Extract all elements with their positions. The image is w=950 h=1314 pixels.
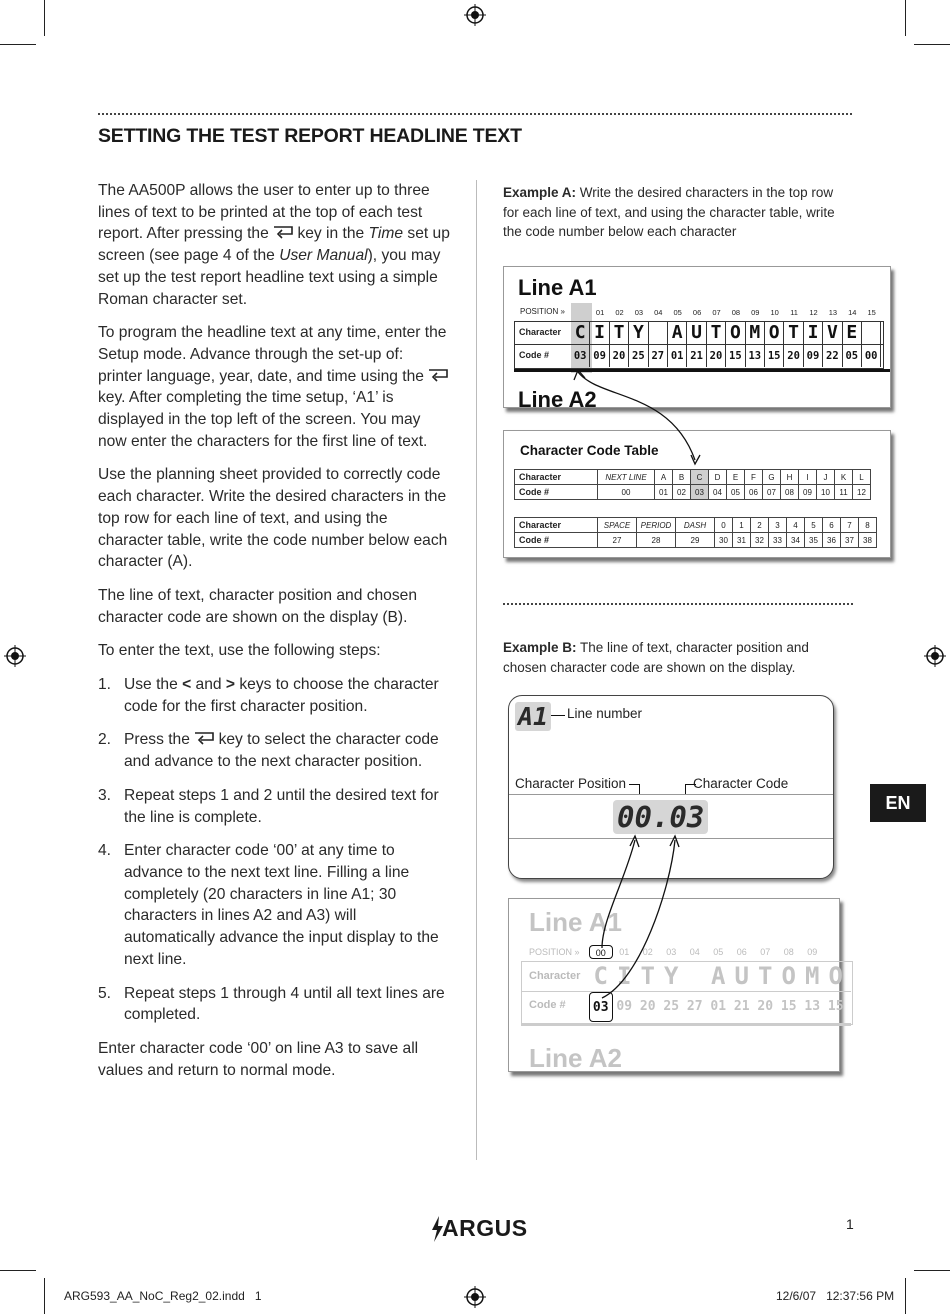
argus-logo: [430, 1215, 528, 1243]
character-cell: [862, 321, 881, 344]
ghost-position-cell: 05: [713, 947, 724, 957]
code-table-1: [514, 469, 871, 500]
registration-mark-icon: [464, 4, 486, 26]
position-cell: 01: [595, 308, 605, 317]
position-cell: 09: [751, 308, 760, 317]
paragraph-planning: Use the planning sheet provided to correctly code each character. Write the desired characters in the top row for each line of text, and using the character table, write the code number below each character (A).: [98, 466, 448, 571]
character-label: Character: [519, 327, 562, 337]
section-dotted-rule: [503, 603, 853, 605]
code-cell: 20: [610, 345, 629, 367]
code-cell: 25: [629, 345, 648, 367]
crop-mark: [914, 1270, 950, 1271]
ghost-position-cell: 00: [589, 945, 613, 959]
steps-list: [98, 674, 450, 1026]
code-table: [514, 517, 877, 548]
ghost-position-cell: 02: [642, 947, 653, 957]
text-italic: Time: [368, 225, 404, 243]
text-italic: User Manual: [279, 247, 368, 265]
table-cell: K: [835, 470, 853, 485]
table-cell: 33: [769, 533, 787, 548]
character-cell: V: [823, 321, 842, 344]
code-cell: 15: [726, 345, 745, 367]
table-cell: 3: [769, 518, 787, 533]
lcd-code-value: 03: [669, 800, 705, 834]
position-cell: 13: [828, 308, 838, 317]
ghost-position-cell: 01: [619, 947, 630, 957]
ghost-code-cell: 03: [589, 992, 613, 1022]
paragraph-display: The line of text, character position and chosen character code are shown on the display (B).: [98, 586, 417, 626]
bracket-code: [685, 784, 696, 794]
table-cell: F: [745, 470, 763, 485]
table-cell: 4: [787, 518, 805, 533]
table-cell: 31: [733, 533, 751, 548]
table-cell: 10: [817, 485, 835, 500]
table-cell: 09: [799, 485, 817, 500]
table-cell: 07: [763, 485, 781, 500]
ghost-code-cell: 13: [804, 999, 821, 1014]
code-table: [514, 469, 871, 500]
code-cell: 22: [823, 345, 842, 367]
list-item: [98, 983, 450, 1026]
list-item: [98, 840, 450, 970]
ghost-character-cell: O: [828, 962, 843, 990]
table-cell: 7: [841, 518, 859, 533]
table-cell: PERIOD: [637, 518, 676, 533]
table-cell: 28: [637, 533, 676, 548]
ghost-character-cell: T: [640, 962, 655, 990]
position-cell: 11: [790, 308, 798, 317]
logo-wordmark: ARGUS: [442, 1215, 528, 1241]
crop-mark: [905, 1278, 906, 1314]
text: Press the: [124, 731, 190, 749]
table-cell: 37: [841, 533, 859, 548]
table-cell: B: [673, 470, 691, 485]
char-position-label: Character Position: [515, 776, 627, 791]
paragraph-steps-intro: To enter the text, use the following steps:: [98, 642, 381, 660]
heading-dotted-rule: [98, 113, 852, 115]
character-cell: T: [707, 321, 726, 344]
ghost-code-cell: 27: [686, 999, 703, 1014]
example-b-label: Example B:: [503, 640, 577, 655]
text: key to select the character code and advance to the next character position.: [124, 731, 439, 771]
ghost-position-cell: 08: [783, 947, 794, 957]
instructions-column: [98, 180, 450, 1093]
ghost-position-cell: 03: [666, 947, 677, 957]
character-cell: I: [804, 321, 823, 344]
table-row-label: Code #: [515, 533, 598, 548]
table-cell: 2: [751, 518, 769, 533]
enter-key-icon: [428, 369, 448, 382]
step-number: 4.: [98, 842, 112, 860]
crop-mark: [914, 44, 950, 45]
character-cell: U: [687, 321, 706, 344]
table-cell: A: [655, 470, 673, 485]
position-cell: 14: [848, 308, 857, 317]
position-cell: 12: [809, 308, 818, 317]
table-row-label: Character: [515, 518, 598, 533]
table-cell: 30: [715, 533, 733, 548]
text: key in the: [297, 225, 365, 243]
text: Repeat steps 1 through 4 until all text lines are completed.: [124, 984, 445, 1024]
text: Use the: [124, 676, 178, 694]
crop-mark: [0, 44, 36, 45]
code-cell: 03: [571, 345, 590, 367]
example-a-text: Write the desired characters in the top row for each line of text, and using the character table, write the code number below each character: [503, 185, 835, 239]
code-cell: 13: [746, 345, 765, 367]
ghost-code-cell: 20: [639, 999, 656, 1014]
char-code-label: Character Code: [693, 776, 789, 791]
table-cell: 8: [859, 518, 877, 533]
table-cell: NEXT LINE: [598, 470, 655, 485]
footer-file: ARG593_AA_NoC_Reg2_02.indd: [64, 1289, 245, 1303]
ghost-code-cell: 25: [663, 999, 680, 1014]
table-cell: DASH: [676, 518, 715, 533]
table-title: Character Code Table: [520, 443, 659, 458]
code-cell: 00: [862, 345, 881, 367]
code-cell: 15: [765, 345, 784, 367]
text: To program the headline text at any time, enter the Setup mode. Advance through the set-up of: printer language, year, date, and time using the: [98, 324, 447, 385]
step-number: 2.: [98, 731, 112, 749]
table-cell: 38: [859, 533, 877, 548]
character-cell: A: [668, 321, 687, 344]
paragraph-intro: [98, 180, 450, 310]
ghost-position-cell: 06: [736, 947, 747, 957]
lcd-separator: .: [651, 800, 670, 834]
table-row-label: Code #: [515, 485, 598, 500]
registration-mark-icon: [464, 1286, 486, 1308]
character-cell: M: [746, 321, 765, 344]
ghost-position-cell: 07: [760, 947, 771, 957]
crop-mark: [44, 0, 45, 36]
crop-mark: [905, 0, 906, 36]
ghost-position-label: POSITION »: [529, 947, 580, 957]
table-cell: 34: [787, 533, 805, 548]
table-cell: 6: [823, 518, 841, 533]
table-cell: L: [853, 470, 871, 485]
character-cell: C: [571, 321, 590, 344]
line-number-label: Line number: [567, 706, 643, 721]
position-cell: 02: [615, 308, 624, 317]
footer-timestamp: [776, 1289, 894, 1303]
position-cell: 10: [770, 308, 779, 317]
code-cell: 01: [668, 345, 687, 367]
text: and: [195, 676, 222, 694]
table-cell: C: [691, 470, 709, 485]
connector-arrow-icon: [560, 360, 720, 470]
table-cell: 35: [805, 533, 823, 548]
text: Repeat steps 1 and 2 until the desired text for the line is complete.: [124, 786, 439, 826]
example-b-text: The line of text, character position and chosen character code are shown on the display.: [503, 640, 809, 675]
table-cell: 08: [781, 485, 799, 500]
code-cell: 05: [843, 345, 862, 367]
ghost-code-cell: 15: [780, 999, 797, 1014]
ghost-line-a1-title: Line A1: [529, 907, 622, 937]
character-cell: O: [765, 321, 784, 344]
ghost-character-cell: I: [617, 962, 632, 990]
list-item: [98, 674, 450, 717]
enter-key-icon: [273, 226, 293, 239]
table-cell: I: [799, 470, 817, 485]
right-key-glyph: >: [225, 676, 236, 694]
lcd-position-value: 00: [617, 800, 652, 834]
character-cell: I: [590, 321, 609, 344]
paragraph-setup: [98, 322, 450, 452]
table-cell: D: [709, 470, 727, 485]
character-cell: T: [610, 321, 629, 344]
line-a1-title: Line A1: [518, 275, 597, 300]
ghost-line-a2-title: Line A2: [529, 1043, 622, 1073]
table-cell: 1: [733, 518, 751, 533]
ghost-character-label: Character: [529, 970, 581, 982]
list-item: [98, 729, 450, 772]
table-cell: 05: [727, 485, 745, 500]
table-cell: 27: [598, 533, 637, 548]
lcd-rule-top: [509, 794, 833, 795]
table-cell: 5: [805, 518, 823, 533]
position-cell: 04: [654, 308, 663, 317]
lcd-readout: [613, 800, 708, 834]
ghost-thick-rule: [521, 1023, 851, 1026]
position-cell: 07: [712, 308, 721, 317]
position-cell: 06: [692, 308, 702, 317]
ghost-position-cell: 09: [807, 947, 818, 957]
position-cell: 05: [673, 308, 682, 317]
table-cell: 11: [835, 485, 853, 500]
ghost-code-cell: 01: [710, 999, 727, 1014]
table-cell: 0: [715, 518, 733, 533]
position-cell: 03: [634, 308, 644, 317]
table-cell: 01: [655, 485, 673, 500]
page-title: SETTING THE TEST REPORT HEADLINE TEXT: [98, 125, 522, 147]
table-cell: J: [817, 470, 835, 485]
ghost-character-cell: T: [758, 962, 773, 990]
example-a-caption: [503, 183, 843, 242]
step-number: 3.: [98, 786, 112, 804]
footer-page: 1: [254, 1289, 262, 1303]
step-number: 1.: [98, 676, 112, 694]
ghost-code-cell: 21: [733, 999, 750, 1014]
ghost-code-label: Code #: [529, 999, 566, 1011]
character-cell: Y: [629, 321, 648, 344]
paragraph-save: Enter character code ‘00’ on line A3 to save all values and return to normal mode.: [98, 1039, 419, 1079]
text: key. After completing the time setup, ‘A1’ is displayed in the top left of the screen. You may now enter the characters for the first line of text.: [98, 389, 428, 450]
text: ), you may set up the test report headline text using a simple Roman character set.: [98, 247, 441, 308]
ghost-character-cell: M: [805, 962, 820, 990]
footer-date: 12/6/07: [776, 1289, 817, 1303]
step-number: 5.: [98, 984, 112, 1002]
page-number: 1: [846, 1216, 854, 1232]
text: set up screen (see page 4 of the: [98, 225, 450, 265]
left-key-glyph: <: [182, 676, 192, 694]
connector-arrow-icon: [580, 830, 700, 1005]
code-cell: 21: [687, 345, 706, 367]
ghost-character-cell: Y: [664, 962, 679, 990]
position-label: POSITION »: [520, 307, 565, 316]
table-cell: 06: [745, 485, 763, 500]
footer-time: 12:37:56 PM: [826, 1289, 895, 1303]
text: Enter character code ‘00’ at any time to advance to the next text line. Filling a line completely (20 characters in line A1; 30 characters in lines A2 and A3) will automatically advance the input display to the next line.: [124, 842, 439, 968]
character-cell: O: [726, 321, 745, 344]
bracket-position: [629, 784, 640, 794]
table-cell: 12: [853, 485, 871, 500]
ghost-position-cell: 04: [689, 947, 700, 957]
leader-line: [551, 715, 565, 716]
registration-mark-icon: [4, 645, 26, 667]
enter-key-icon: [194, 732, 214, 745]
ghost-character-cell: O: [781, 962, 796, 990]
table-cell: H: [781, 470, 799, 485]
code-cell: 20: [784, 345, 803, 367]
table-cell: 04: [709, 485, 727, 500]
example-b-caption: [503, 638, 843, 677]
table-cell: 32: [751, 533, 769, 548]
ghost-character-cell: U: [734, 962, 749, 990]
ghost-code-cell: 09: [616, 999, 633, 1014]
ghost-character-cell: A: [711, 962, 726, 990]
character-cell: T: [784, 321, 803, 344]
table-cell: E: [727, 470, 745, 485]
code-cell: 20: [707, 345, 726, 367]
registration-mark-icon: [924, 645, 946, 667]
table-cell: 02: [673, 485, 691, 500]
table-cell: 36: [823, 533, 841, 548]
example-a-label: Example A:: [503, 185, 577, 200]
position-cell: 15: [867, 308, 876, 317]
line-a2-title: Line A2: [518, 387, 597, 412]
text: keys to choose the character code for the first character position.: [124, 676, 439, 715]
code-cell: 27: [649, 345, 668, 367]
footer-filename: [64, 1289, 262, 1303]
table-cell: 29: [676, 533, 715, 548]
code-cell: 09: [590, 345, 609, 367]
table-cell: G: [763, 470, 781, 485]
text: The AA500P allows the user to enter up to three lines of text to be printed at the top of each test report. After pressing the: [98, 182, 430, 243]
ghost-code-cell: 20: [757, 999, 774, 1014]
position-cell: 08: [731, 308, 741, 317]
code-label: Code #: [519, 350, 550, 360]
table-cell: 00: [598, 485, 655, 500]
character-cell: [649, 321, 668, 344]
list-item: [98, 785, 450, 828]
crop-mark: [44, 1278, 45, 1314]
ghost-character-cell: C: [593, 962, 608, 990]
code-table-2: [514, 517, 877, 548]
table-cell: SPACE: [598, 518, 637, 533]
code-cell: 09: [804, 345, 823, 367]
column-divider: [476, 180, 477, 1160]
language-badge: EN: [870, 784, 926, 822]
crop-mark: [0, 1270, 36, 1271]
lcd-line-number: A1: [515, 702, 551, 731]
character-cell: E: [843, 321, 862, 344]
ghost-code-cell: 15: [827, 999, 844, 1014]
table-row-label: Character: [515, 470, 598, 485]
table-cell: 03: [691, 485, 709, 500]
